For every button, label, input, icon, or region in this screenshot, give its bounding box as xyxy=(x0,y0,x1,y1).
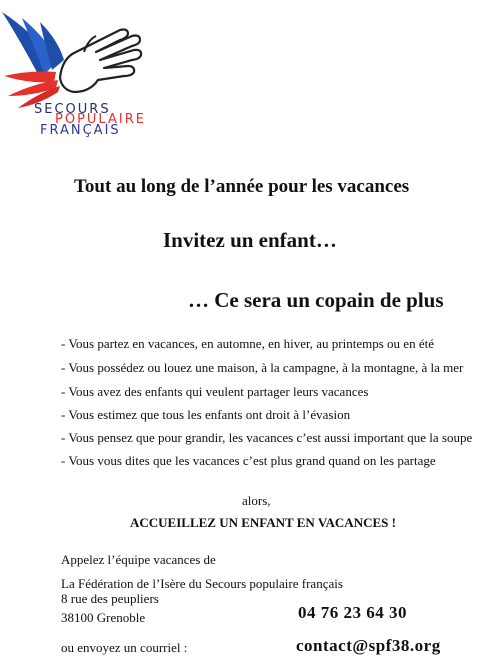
phone-number[interactable]: 04 76 23 64 30 xyxy=(298,603,407,622)
copain-heading: … Ce sera un copain de plus xyxy=(188,288,444,312)
email-prompt: ou envoyez un courriel : xyxy=(61,640,188,655)
list-item: - Vous possédez ou louez une maison, à la campagne, à la montagne, à la mer xyxy=(61,360,464,375)
list-item: - Vous pensez que pour grandir, les vacances c’est aussi important que la soupe xyxy=(61,430,473,445)
invite-heading: Invitez un enfant… xyxy=(163,228,337,252)
list-item: - Vous avez des enfants qui veulent partager leurs vacances xyxy=(61,384,369,399)
list-item: - Vous vous dites que les vacances c’est plus grand quand on les partage xyxy=(61,453,436,468)
winged-hand-icon xyxy=(0,0,170,110)
address-city: 38100 Grenoble xyxy=(61,610,146,625)
address-street: 8 rue des peupliers xyxy=(61,591,159,606)
list-item: - Vous estimez que tous les enfants ont droit à l’évasion xyxy=(61,407,351,422)
headline: Tout au long de l’année pour les vacances xyxy=(74,176,410,197)
secours-populaire-logo xyxy=(0,0,170,150)
logo-line-populaire: POPULAIRE xyxy=(55,112,146,127)
list-item: - Vous partez en vacances, en automne, en hiver, au printemps ou en été xyxy=(61,336,434,351)
logo-line-secours: SECOURS xyxy=(34,102,111,117)
appelez-text: Appelez l’équipe vacances de xyxy=(61,552,216,567)
email-address[interactable]: contact@spf38.org xyxy=(296,636,441,655)
alors-text: alors, xyxy=(242,493,271,508)
logo-line-francais: FRANÇAIS xyxy=(40,123,121,138)
accueillez-heading: ACCUEILLEZ UN ENFANT EN VACANCES ! xyxy=(130,515,396,530)
federation-name: La Fédération de l’Isère du Secours populaire français xyxy=(61,576,343,591)
